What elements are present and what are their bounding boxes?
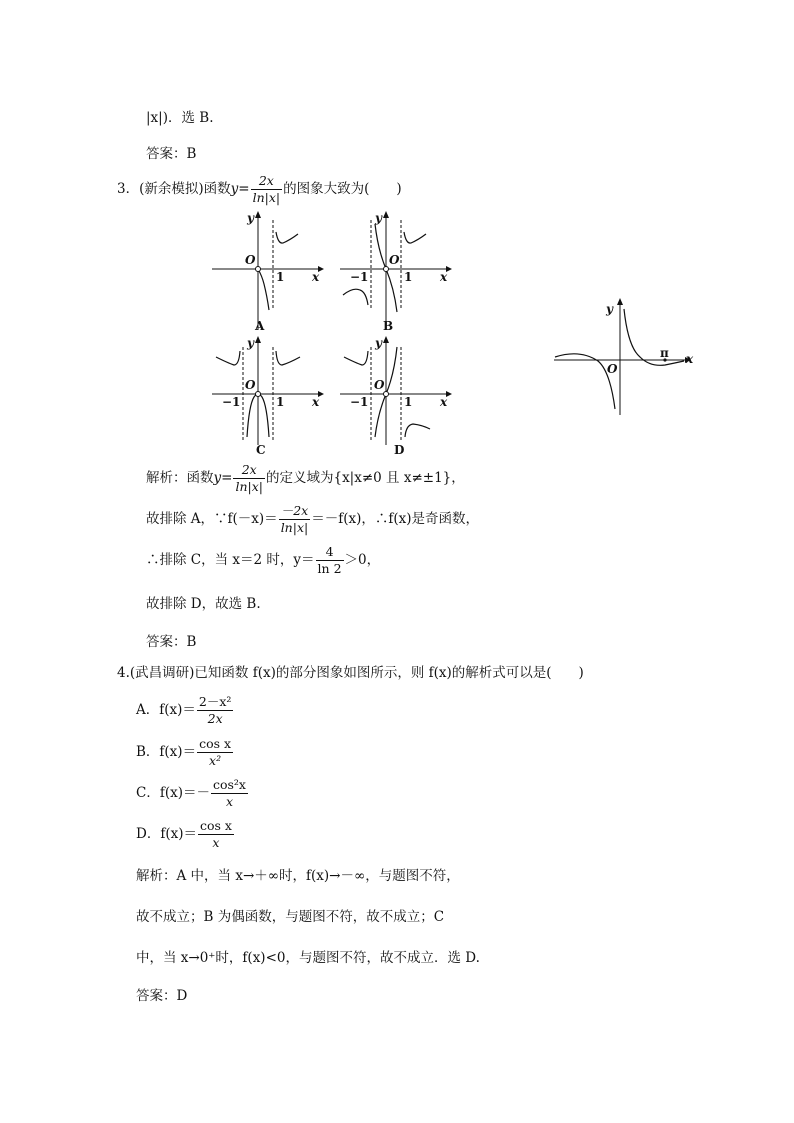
q3-sol3-post: ＞0，	[344, 551, 381, 568]
q3-stem-pre: 函数	[203, 180, 231, 197]
q4-option-b-num: cos x	[199, 736, 232, 751]
q3-source: (新余模拟)	[139, 180, 204, 197]
q3-solution-line-3	[146, 545, 380, 576]
graph-d-x-label: x	[440, 395, 448, 409]
q4-solution-line-3: 中，当 x→0⁺时，f(x)<0，与题图不符，故不成立．选 D.	[136, 950, 480, 966]
q3-stem-post: 的图象大致为( )	[283, 180, 402, 197]
q3-sol1-y: y	[213, 469, 222, 486]
graph-c-y-label: y	[247, 336, 254, 350]
q4-stem: 4.(武昌调研)已知函数 f(x)的部分图象如图所示，则 f(x)的解析式可以是( )	[117, 665, 584, 681]
q4-option-b	[136, 737, 234, 768]
graph-d-neg-one-label: −1	[350, 395, 369, 409]
graph-b-y-label: y	[375, 211, 382, 225]
q3-answer: 答案：B	[146, 634, 197, 650]
graph-b	[338, 210, 453, 335]
q3-fraction	[251, 174, 283, 205]
q4-option-b-fraction	[197, 737, 233, 768]
q3-number: 3．	[117, 180, 140, 197]
q3-sol1-pre: 解析：函数	[146, 469, 214, 486]
q3-sol1-num: 2x	[233, 463, 265, 479]
q4-option-c	[136, 778, 249, 809]
q4-solution-line-2: 故不成立；B 为偶函数，与题图不符，故不成立；C	[136, 909, 445, 925]
q3-eq: =	[238, 180, 250, 197]
q4-option-d-label: D．f(x)＝	[136, 825, 197, 842]
graph-d-caption: D	[394, 443, 405, 457]
q3-solution-line-4: 故排除 D，故选 B.	[146, 596, 261, 612]
q3-solution-line-2	[146, 504, 479, 535]
q4-option-a-label: A．f(x)＝	[136, 701, 196, 718]
q3-sol2-fraction	[279, 504, 311, 535]
graph-a-caption: A	[255, 319, 265, 333]
q4-graph-pi-label: π	[660, 346, 669, 360]
q4-answer: 答案：D	[136, 988, 188, 1004]
graph-c-caption: C	[256, 443, 266, 457]
q4-option-a-num: 2－x²	[198, 694, 232, 709]
q4-graph	[550, 297, 700, 417]
graph-c-origin-label: O	[245, 378, 256, 392]
graph-c	[210, 335, 325, 460]
graph-c-one-label: 1	[276, 395, 285, 409]
graph-c-x-label: x	[312, 395, 320, 409]
q3-frac-den: ln|x|	[252, 189, 281, 205]
q3-sol3-fraction	[316, 545, 344, 576]
q4-solution-line-1: 解析：A 中，当 x→＋∞时，f(x)→－∞，与题图不符，	[136, 868, 460, 884]
graph-a	[210, 210, 325, 335]
q4-graph-origin-label: O	[607, 362, 618, 376]
graph-a-y-label: y	[247, 211, 254, 225]
q4-option-c-fraction	[211, 778, 248, 809]
q3-sol1-eq: =	[221, 469, 233, 486]
q3-sol2-pre: 故排除 A，∵f(－x)＝	[146, 510, 278, 527]
q4-option-d-fraction	[198, 819, 234, 850]
q4-option-d-den: x	[212, 834, 220, 850]
graph-a-x-label: x	[312, 270, 320, 284]
q3-y: y	[230, 180, 239, 197]
q4-option-a	[136, 695, 234, 726]
graph-d-origin-label: O	[374, 378, 385, 392]
q4-option-c-den: x	[225, 793, 234, 809]
q4-option-c-label: C．f(x)＝－	[136, 784, 210, 801]
q4-graph-x-label: x	[686, 352, 694, 366]
q4-option-d	[136, 819, 235, 850]
q3-frac-num: 2x	[251, 174, 283, 190]
q4-option-a-den: 2x	[207, 710, 223, 726]
q4-option-c-num: cos²x	[212, 777, 246, 792]
prev-answer: 答案：B	[146, 146, 197, 162]
graph-b-caption: B	[383, 319, 394, 333]
q3-sol1-post: 的定义域为{x|x≠0 且 x≠±1}，	[265, 469, 465, 486]
graph-c-neg-one-label: −1	[222, 395, 241, 409]
q3-solution-line-1	[146, 463, 465, 494]
graph-d-one-label: 1	[404, 395, 413, 409]
graph-b-origin-label: O	[389, 253, 400, 267]
graph-d-y-label: y	[375, 336, 382, 350]
q3-sol1-fraction	[233, 463, 265, 494]
graph-b-one-label: 1	[404, 270, 413, 284]
q4-graph-y-label: y	[606, 302, 613, 316]
q4-option-b-den: x²	[209, 752, 222, 768]
prev-line: |x|)．选 B.	[146, 110, 214, 126]
q4-option-a-fraction	[197, 695, 234, 726]
q4-option-d-num: cos x	[199, 818, 232, 833]
q3-sol3-pre: ∴排除 C，当 x＝2 时，y＝	[146, 551, 315, 568]
q3-sol2-den: ln|x|	[280, 519, 309, 535]
graph-b-neg-one-label: −1	[350, 270, 369, 284]
graph-b-x-label: x	[440, 270, 448, 284]
q3-sol3-den: ln 2	[317, 560, 342, 576]
graph-d	[338, 335, 453, 460]
q3-stem	[117, 174, 402, 205]
graph-a-origin-label: O	[245, 253, 256, 267]
q3-sol2-num: －2x	[279, 504, 311, 520]
q3-sol2-post: ＝－f(x)，∴f(x)是奇函数，	[311, 510, 480, 527]
q3-sol3-num: 4	[316, 545, 344, 561]
q4-option-b-label: B．f(x)＝	[136, 743, 197, 760]
q3-sol1-den: ln|x|	[235, 478, 263, 494]
graph-a-one-label: 1	[276, 270, 285, 284]
